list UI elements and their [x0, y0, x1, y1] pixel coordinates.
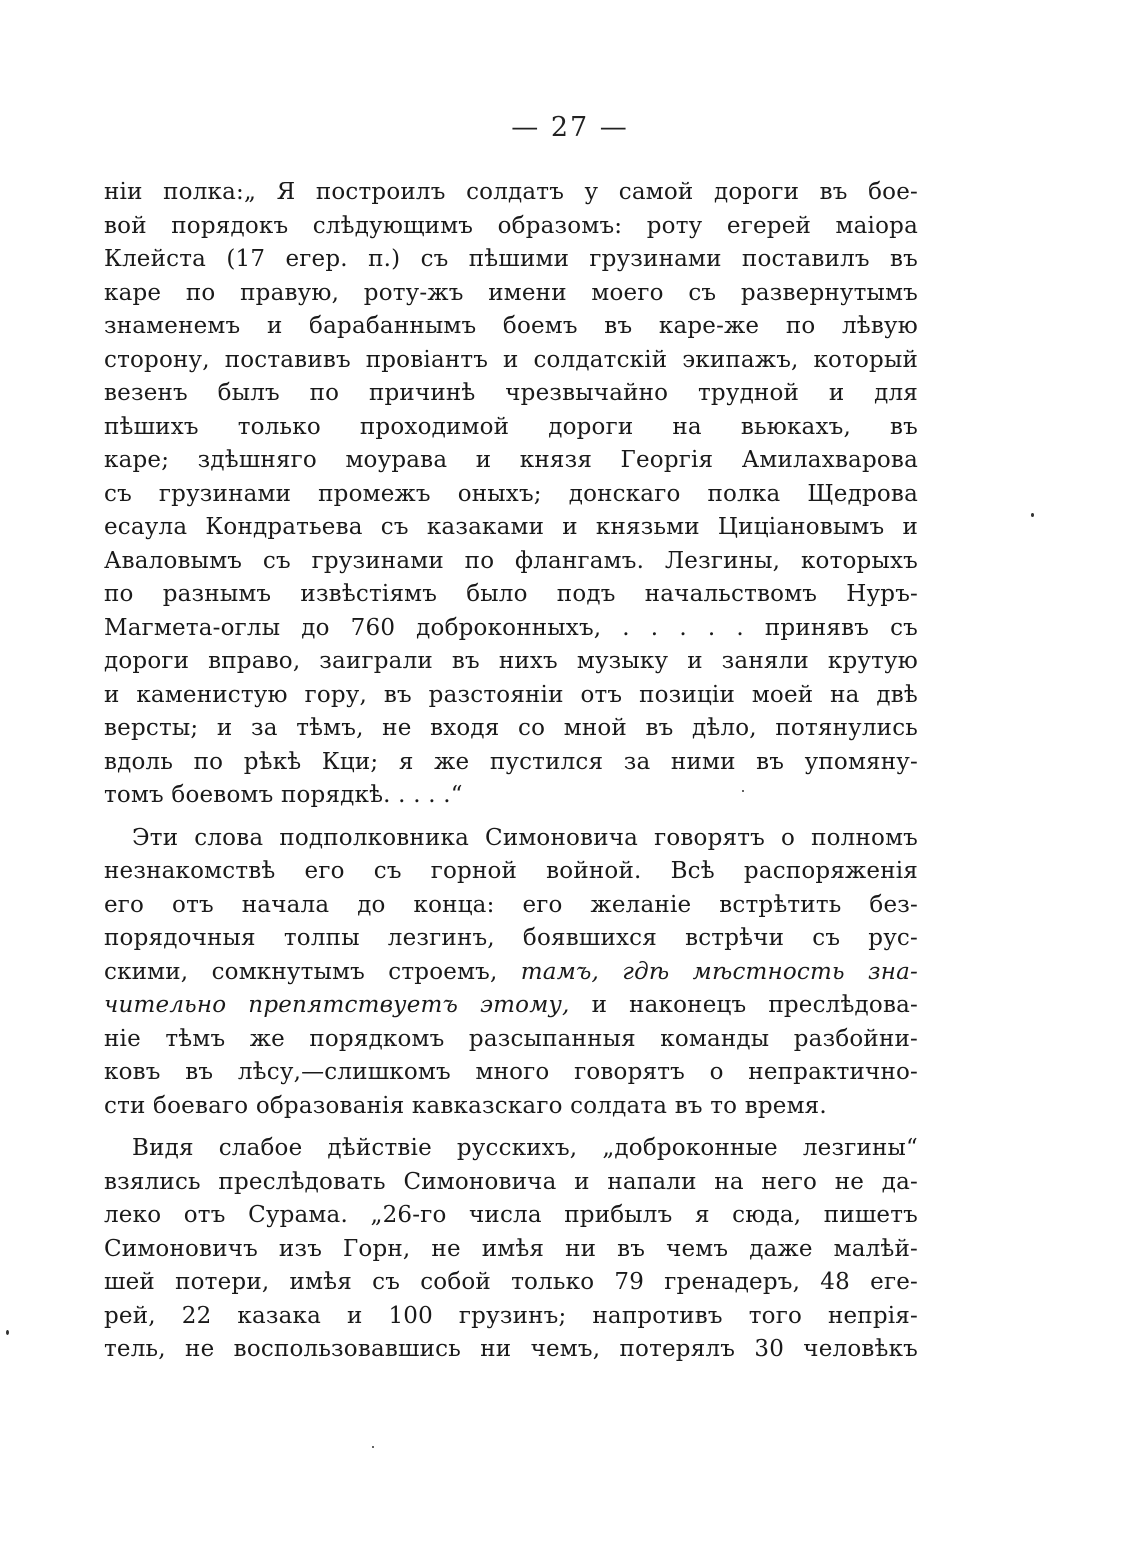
text-line: каре; здѣшняго моурава и князя Георгiя Амилахварова [104, 447, 918, 473]
text-line: версты; и за тѣмъ, не входя со мной въ дѣло, потянулись [104, 715, 918, 741]
text-line: порядочныя толпы лезгинъ, боявшихся встрѣчи съ рус- [104, 925, 918, 951]
text-line-mixed [104, 989, 918, 1023]
text-line: ковъ въ лѣсу,—слишкомъ много говорятъ о непрактично- [104, 1059, 918, 1085]
paragraph-3 [104, 1132, 918, 1367]
text-line: его отъ начала до конца: его желанiе встрѣтить без- [104, 891, 918, 918]
italic-fragment: чительно препятствуетъ этому, [104, 992, 570, 1018]
scan-speck [1031, 513, 1034, 517]
text-line: Клейста (17 егер. п.) съ пѣшими грузинами поставилъ въ [104, 246, 918, 272]
page-text [104, 176, 918, 1367]
text-line: вдоль по рѣкѣ Кци; я же пустился за ними въ упомяну- [104, 748, 918, 775]
scan-speck [372, 1446, 374, 1448]
text-line: сти боеваго образованiя кавказскаго солдата въ то время. [104, 1092, 827, 1119]
text-line: знаменемъ и барабаннымъ боемъ въ каре-же по лѣвую [104, 313, 918, 339]
scan-speck [6, 1330, 9, 1335]
text-line: Эти слова подполковника Симоновича говорятъ о полномъ [132, 824, 918, 851]
text-line: нiе тѣмъ же порядкомъ разсыпанныя команды разбойни- [104, 1025, 918, 1052]
page-number: — 27 — [511, 112, 629, 143]
text-line: шей потери, имѣя съ собой только 79 гренадеръ, 48 еге- [104, 1269, 918, 1295]
text-line: вой порядокъ слѣдующимъ образомъ: роту егерей маiора [104, 212, 918, 239]
text-line: Видя слабое дѣйствiе русскихъ, „доброконные лезгины“ [132, 1135, 918, 1161]
paragraph-1 [104, 176, 918, 813]
text-line: томъ боевомъ порядкѣ. . . . .“ [104, 782, 463, 808]
text-line: есаула Кондратьева съ казаками и князьми Цицiановымъ и [104, 514, 918, 540]
scan-speck [742, 790, 744, 792]
text-line: дороги вправо, заиграли въ нихъ музыку и заняли крутую [104, 648, 918, 674]
text-line: по разнымъ извѣстiямъ было подъ начальствомъ Нуръ- [104, 581, 918, 607]
text-line: Симоновичъ изъ Горн, не имѣя ни въ чемъ даже малѣй- [104, 1235, 918, 1262]
text-line: рей, 22 казака и 100 грузинъ; напротивъ того непрiя- [104, 1302, 918, 1329]
text-line: пѣшихъ только проходимой дороги на вьюкахъ, въ [104, 413, 918, 440]
text-line: тель, не воспользовавшись ни чемъ, потерялъ 30 человѣкъ [104, 1336, 918, 1362]
text-line: везенъ былъ по причинѣ чрезвычайно трудной и для [104, 380, 918, 406]
text-line: съ грузинами промежъ оныхъ; донскаго полка Щедрова [104, 480, 918, 507]
text-line-mixed [104, 956, 918, 990]
text-fragment: и наконецъ преслѣдова- [591, 992, 918, 1018]
paragraph-2 [104, 822, 918, 1124]
italic-fragment: тамъ, гдѣ мѣстность зна- [520, 958, 918, 985]
text-line: Аваловымъ съ грузинами по флангамъ. Лезгины, которыхъ [104, 547, 918, 574]
text-line: и каменистую гору, въ разстоянiи отъ позицiи моей на двѣ [104, 681, 918, 708]
text-line: незнакомствѣ его съ горной войной. Всѣ распоряженiя [104, 858, 918, 884]
text-line: каре по правую, роту-жъ имени моего съ развернутымъ [104, 279, 918, 306]
text-line: Магмета-оглы до 760 доброконныхъ, . . . . . принявъ съ [104, 614, 918, 641]
text-fragment: скими, сомкнутымъ строемъ, [104, 958, 498, 985]
text-line: нiи полка:„ Я построилъ солдатъ у самой дороги въ бое- [104, 179, 918, 205]
text-line: леко отъ Сурама. „26-го числа прибылъ я сюда, пишетъ [104, 1202, 918, 1228]
text-line: сторону, поставивъ провiантъ и солдатскiй экипажъ, который [104, 346, 918, 373]
text-line: взялись преслѣдовать Симоновича и напали на него не да- [104, 1168, 918, 1195]
